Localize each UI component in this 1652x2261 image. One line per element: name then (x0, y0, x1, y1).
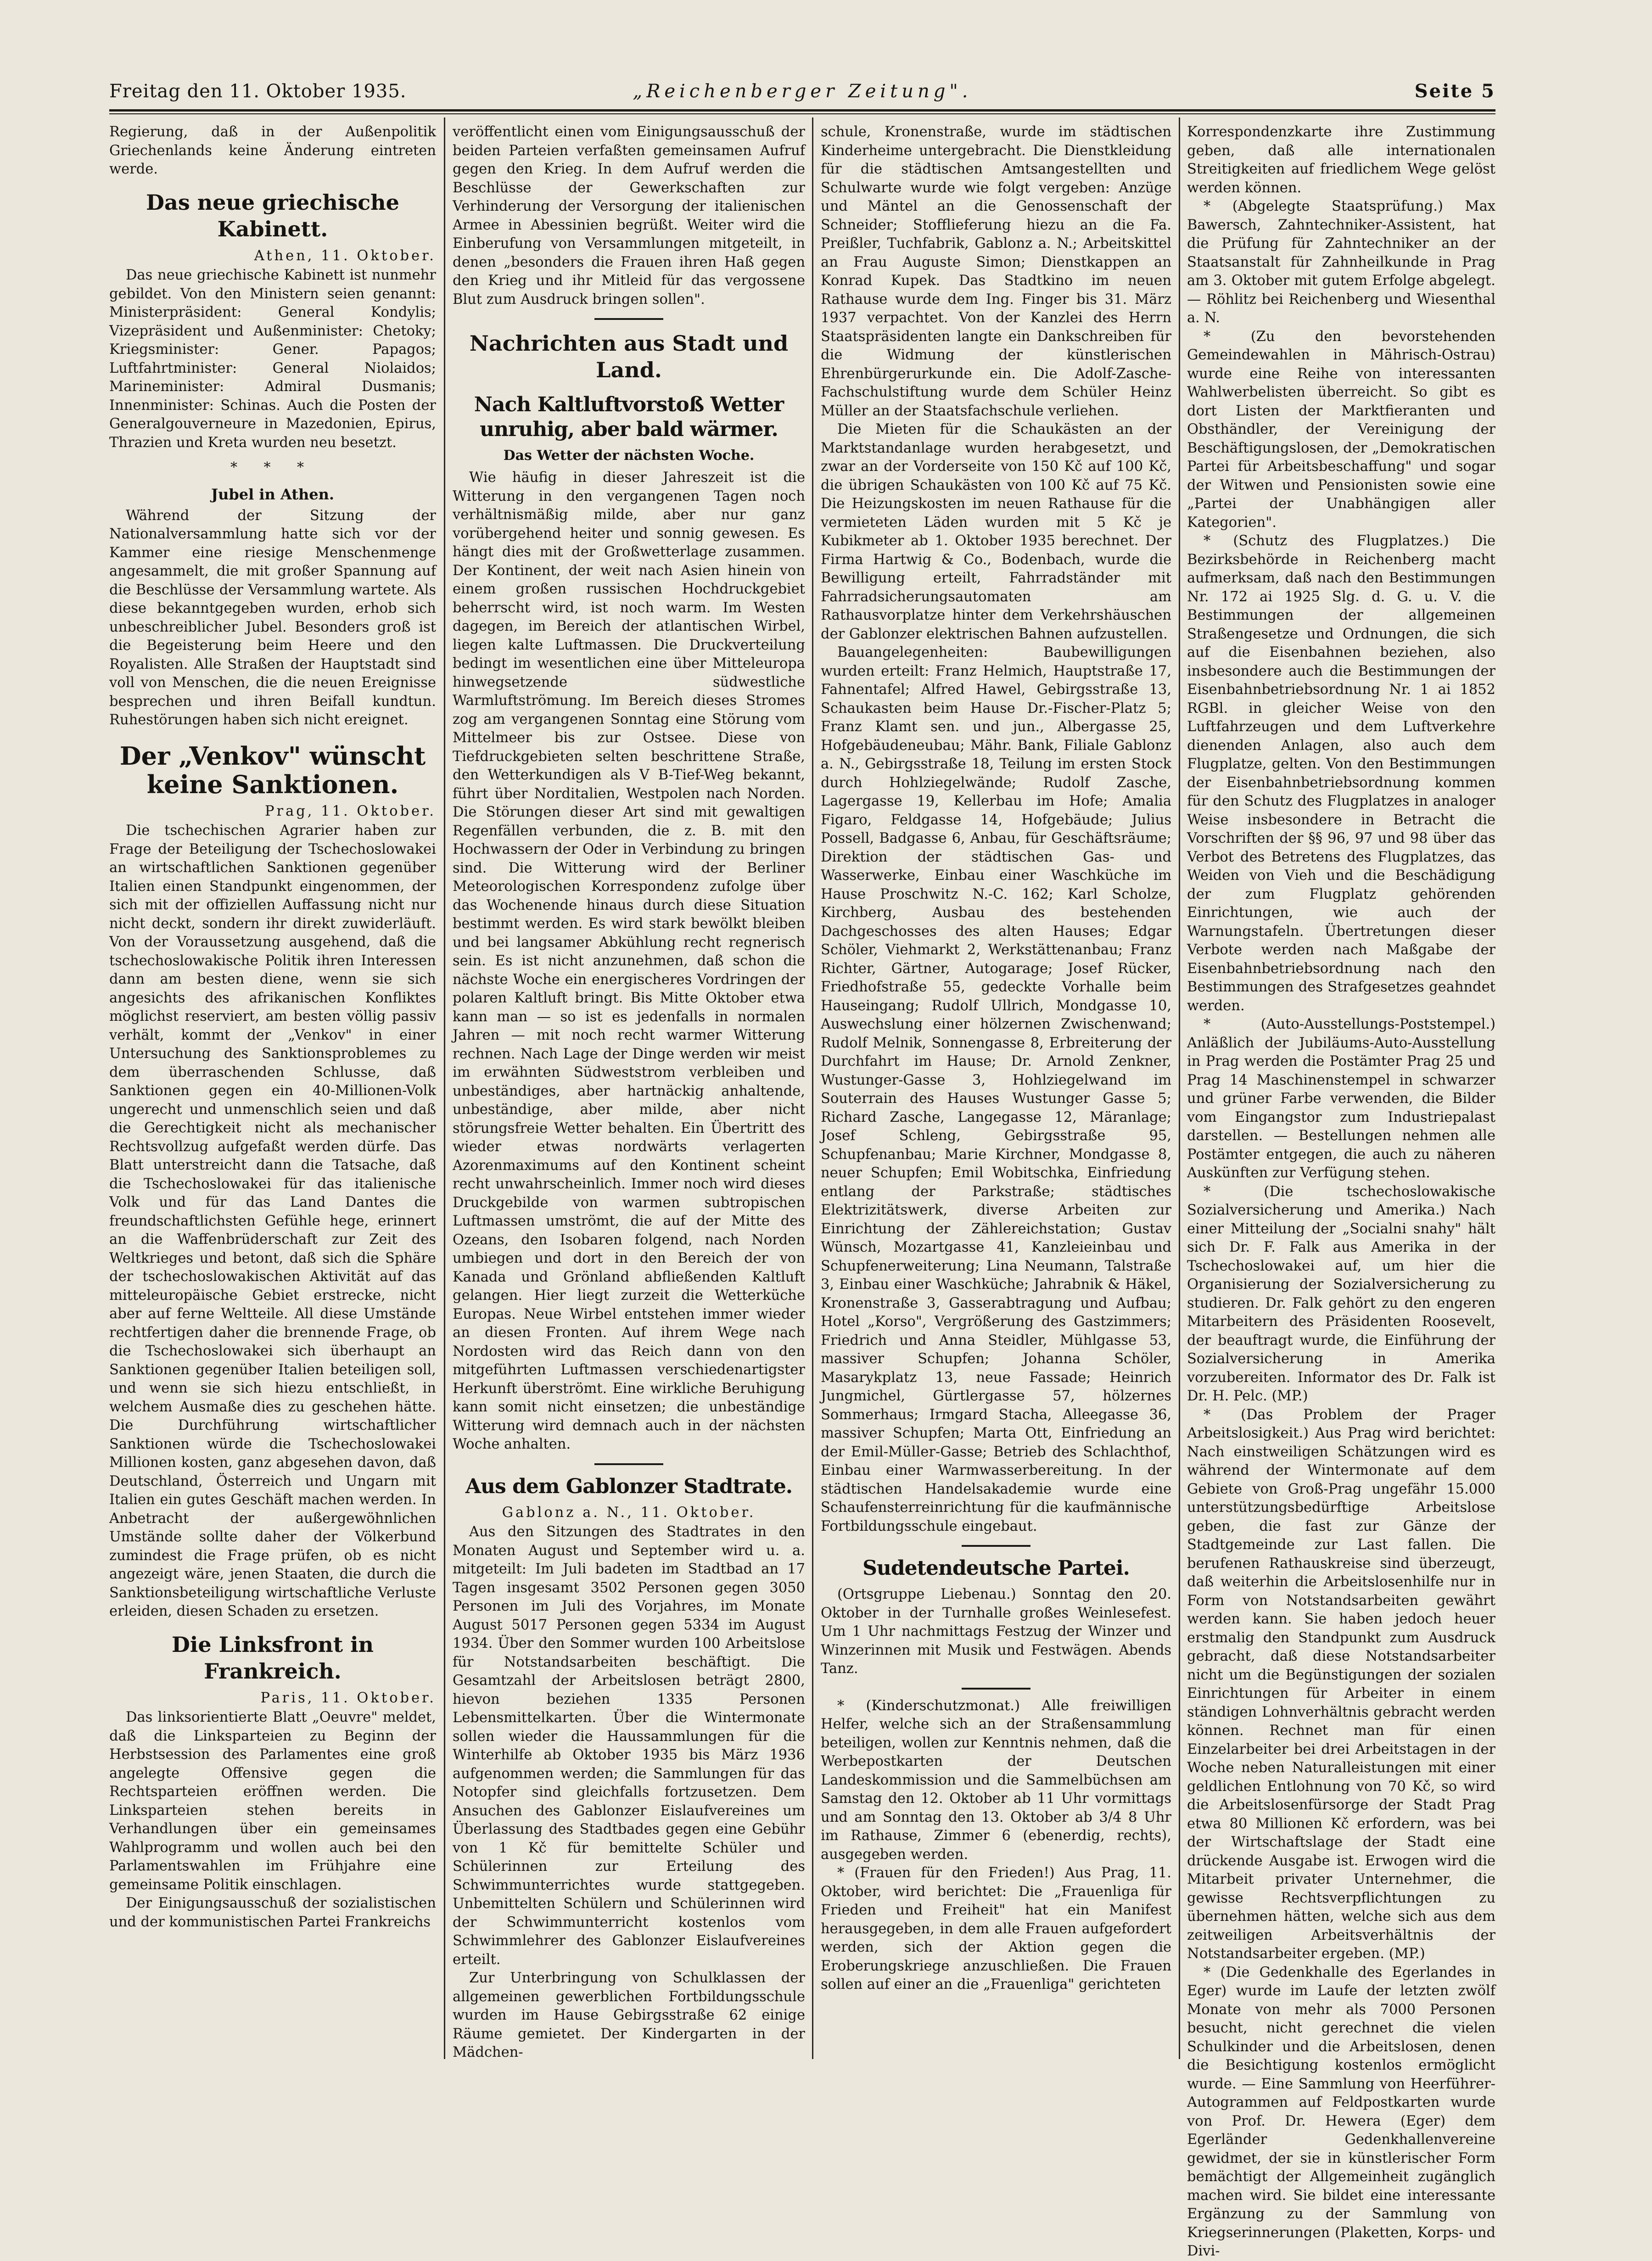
column-1 (109, 123, 436, 2060)
masthead (109, 77, 1495, 106)
article-text: Wie häufig in dieser Jahreszeit ist die Witterung in den vergangenen Tagen noch verhältnismäßig milde, aber nur ganz vorübergehend heiter und sonnig gewesen. Es hängt dies mit der Großwetterlage zusammen. Der Kontinent, der weit nach Asien hinein von einem großen russischen Hochdruckgebiet beherrscht wird, ist noch warm. Im Westen dagegen, im Bereich der atlantischen Wirbel, liegen kalte Luftmassen. Die Druckverteilung bedingt im wesentlichen eine über Mitteleuropa hinwegsetzende südwestliche Warmluftströmung. Im Bereich dieses Stromes zog am vergangenen Sonntag eine Störung vom Mittelmeer bis zur Ostsee. Diese von Tiefdruckgebieten selten beschrittene Straße, den Wetterkundigen als V B-Tief-Weg bekannt, führt über Norditalien, Westpolen nach Norden. Die Störungen dieser Art sind mit gewaltigen Regenfällen verbunden, die z. B. mit den Hochwassern der Oder in Verbindung zu bringen sind. Die Witterung wird der Berliner Meteorologischen Korrespondenz zufolge über das Wochenende hinaus durch diese Situation bestimmt werden. Es wird stark bewölkt bleiben und bei langsamer Abkühlung recht regnerisch sein. Es ist nicht anzunehmen, daß schon die nächste Woche ein energischeres Vordringen der polaren Kaltluft bringt. Bis Mitte Oktober etwa kann man — so ist es jedenfalls in normalen Jahren — mit noch recht warmer Witterung rechnen. Nach Lage der Dinge werden wir meist im erwähnten Südweststrom verbleiben und unbeständiges, aber hartnäckig anhaltende, unbeständige, aber milde, aber nicht störungsfreie Wetter behalten. Ein Übertritt des wieder etwas nordwärts verlagerten Azorenmaximums auf den Kontinent scheint recht unwahrscheinlich. Immer noch wird dieses Druckgebilde von warmen subtropischen Luftmassen umströmt, die auf der Mitte des Ozeans, den Isobaren folgend, nach Norden umbiegen und dort in den Bereich der von Kanada und Grönland abfließenden Kaltluft gelangen. Hier liegt zurzeit die Wetterküche Europas. Neue Wirbel entstehen immer wieder an diesen Fronten. Auf ihrem Wege nach Nordosten wird das Reich dann von den mitgeführten Luftmassen verschiedenartigster Herkunft überströmt. Eine wirkliche Beruhigung kann somit nicht einsetzen; die unbeständige Witterung wird demnach auch in der nächsten Woche anhalten. (453, 470, 805, 1452)
article-text: Aus den Sitzungen des Stadtrates in den Monaten August und September wird u. a. mitgeteilt: Im Juli badeten im Stadtbad an 17 Tagen insgesamt 3502 Personen gegen 3050 Personen im Juli des Vorjahres, im Monate August 5017 Personen gegen 5334 im August 1934. Über den Sommer wurden 100 Arbeitslose für Notstandsarbeiten beschäftigt. Die Gesamtzahl der Arbeitslosen beträgt 2800, hievon beziehen 1335 Personen Lebensmittelkarten. Über die Wintermonate sollen wieder die Haussammlungen für die Winterhilfe ab Oktober 1935 bis März 1936 aufgenommen werden; die Sammlungen für das Notopfer sind gleichfalls fortzusetzen. Dem Ansuchen des Gablonzer Eislaufvereines um Überlassung des Stadtbades gegen eine Gebühr von 1 Kč für bemittelte Schüler und Schülerinnen zur Erteilung des Schwimmunterrichtes wurde stattgegeben. Unbemittelten Schülern und Schülerinnen wird der Schwimmunterricht kostenlos vom Schwimmlehrer des Gablonzer Eislaufvereines erteilt. (453, 1524, 805, 1968)
column-2 (453, 123, 805, 2060)
article-text: * (Schutz des Flugplatzes.) Die Bezirksbehörde in Reichenberg macht aufmerksam, daß nach den Bestimmungen Nr. 172 ai 1925 Slg. d. G. u. V. die Bestimmungen der allgemeinen Straßengesetze und Ordnungen, die sich auf die Eisenbahnen beziehen, also insbesondere auch die Bestimmungen der Eisenbahnbetriebsordnung Nr. 1 ai 1852 RGBl. in gleicher Weise von den Luftfahrzeugen und dem Luftverkehre dienenden Anlagen, also auch dem Flugplatze, gelten. Von den Bestimmungen der Eisenbahnbetriebsordnung kommen für den Schutz des Flugplatzes in analoger Weise insbesondere in Betracht die Vorschriften der §§ 96, 97 und 98 über das Verbot des Betretens des Flugplatzes, das Weiden von Vieh und die Beschädigung der zum Flugplatz gehörenden Einrichtungen, wie auch der Warnungstafeln. Übertretungen dieser Verbote werden nach Maßgabe der Eisenbahnbetriebsordnung nach den Bestimmungen des Strafgesetzes geahndet werden. (1187, 533, 1495, 1014)
headline-sudetendeutsche-partei: Sudetendeutsche Partei. (862, 1556, 1130, 1580)
article-text: Das linksorientierte Blatt „Oeuvre" meldet, daß die Linksparteien zu Beginn der Herbstsession des Parlamentes eine groß angelegte Offensive gegen die Rechtsparteien eröffnen werden. Die Linksparteien stehen bereits in Verhandlungen über ein gemeinsames Wahlprogramm und wollen auch bei den Parlamentswahlen im Frühjahre eine gemeinsame Politik einschlagen. (109, 1709, 436, 1893)
article-text: (Ortsgruppe Liebenau.) Sonntag den 20. Oktober in der Turnhalle großes Weinlesefest. Um 1 Uhr nachmittags Festzug der Winzer und Winzerinnen mit Musik und Festwägen. Abends Tanz. (821, 1586, 1171, 1677)
divider-rule (962, 1545, 1030, 1547)
column-4 (1187, 123, 1495, 2259)
article-text: Der Einigungsausschuß der sozialistischen und der kommunistischen Partei Frankreichs (109, 1895, 436, 1930)
article-text: Zur Unterbringung von Schulklassen der allgemeinen gewerblichen Fortbildungsschule wurden im Hause Gebirgsstraße 62 einige Räume gemietet. Der Kindergarten in der Mädchen- (453, 1970, 805, 2060)
article-text: * (Die tschechoslowakische Sozialversicherung und Amerika.) Nach einer Mitteilung der „Socialni snahy" hält sich Dr. F. Falk aus Amerika in der Tschechoslowakei auf, um hier die Organisierung der Sozialversicherung zu studieren. Dr. Falk gehört zu den engeren Mitarbeitern des Präsidenten Roosevelt, der beauftragt wurde, die Einführung der Sozialversicherung in Amerika vorzubereiten. Informator des Dr. Falk ist Dr. H. Pelc. (MP.) (1187, 1183, 1495, 1404)
article-text: * (Abgelegte Staatsprüfung.) Max Bawersch, Zahntechniker-Assistent, hat die Prüfung für Zahntechniker an der Staatsanstalt für Zahnheilkunde in Prag am 3. Oktober mit gutem Erfolge abgelegt. — Röhlitz bei Reichenberg und Wiesenthal a. N. (1187, 198, 1495, 326)
masthead-rule (109, 109, 1495, 112)
article-text: * (Kinderschutzmonat.) Alle freiwilligen Helfer, welche sich an der Straßensammlung beteiligen, wollen zur Kenntnis nehmen, daß die Werbepostkarten der Deutschen Landeskommission und die Sammelbüchsen am Samstag den 12. Oktober ab 11 Uhr vormittags und am Sonntag den 13. Oktober ab 3/4 8 Uhr im Rathause, Zimmer 6 (ebenerdig, rechts), ausgegeben werden. (821, 1697, 1171, 1863)
divider-rule (594, 1463, 663, 1465)
dateline: Athen, 11. Oktober. (254, 247, 436, 264)
column-rule (812, 118, 813, 2059)
article-text: * (Auto-Ausstellungs-Poststempel.) Anläßlich der Jubiläums-Auto-Ausstellung in Prag werden die Postämter Prag 25 und Prag 14 Maschinenstempel in schwarzer und grüner Farbe verwenden, die Bilder vom Eingangstor zum Industriepalast darstellen. — Bestellungen nehmen alle Postämter entgegen, die auch zu näheren Auskünften zur Verfügung stehen. (1187, 1016, 1495, 1181)
column-3 (821, 123, 1171, 2060)
section-heading-stadt-land: Nachrichten aus Stadt und Land. (469, 331, 789, 382)
headline-venkov: Der „Venkov" wünscht keine Sanktionen. (119, 741, 426, 799)
article-text: Während der Sitzung der Nationalversammlung hatte sich vor der Kammer eine riesige Menschenmenge angesammelt, die mit großer Spannung auf die Beschlüsse der Versammlung wartete. Als diese bekanntgegeben wurden, erhob sich unbeschreiblicher Jubel. Besonders groß ist die Begeisterung beim Heere und den Royalisten. Alle Straßen der Hauptstadt sind voll von Menschen, die die neuen Ereignisse besprechen und ihren Beifall kundtun. Ruhestörungen haben sich nicht ereignet. (109, 507, 436, 728)
article-text: Korrespondenzkarte ihre Zustimmung geben, daß alle internationalen Streitigkeiten auf friedlichem Wege gelöst werden können. (1187, 124, 1495, 196)
divider-rule (962, 1688, 1030, 1690)
article-text: Bauangelegenheiten: Baubewilligungen wurden erteilt: Franz Helmich, Hauptstraße 17, Fahnentafel; Alfred Hawel, Gebirgsstraße 13, Schaukasten beim Hause Dr.-Fischer-Platz 5; Franz Klamt sen. und jun., Albergasse 25, Hofgebäudeneubau; Mähr. Bank, Filiale Gablonz a. N., Gebirgsstraße 18, Teilung im ersten Stock durch Hohlziegelwände; Rudolf Zasche, Lagergasse 19, Kellerbau im Hofe; Amalia Figaro, Feldgasse 14, Hofgebäude; Julius Possell, Badgasse 6, Anbau, für Geschäftsräume; Direktion der städtischen Gas- und Wasserwerke, Einbau einer Waschküche im Hause Proschwitz N.-C. 162; Karl Scholze, Kirchberg, Ausbau des bestehenden Dachgeschosses des alten Hauses; Edgar Schöler, Viehmarkt 2, Werkstättenanbau; Franz Richter, Gärtner, Autogarage; Josef Rücker, Friedhofstraße 55, gedeckte Vorhalle beim Hauseingang; Rudolf Ullrich, Mondgasse 10, Auswechslung einer hölzernen Zwischenwand; Rudolf Melnik, Sonnengasse 8, Erbreiterung der Durchfahrt im Hause; Dr. Arnold Zenkner, Wustunger-Gasse 3, Hohlziegelwand im Souterrain des Hauses Wustunger Gasse 5; Richard Zasche, Langegasse 12, Märanlage; Josef Schleng, Gebirgsstraße 95, Schupfenanbau; Marie Kirchner, Mondgasse 8, neuer Schupfen; Emil Wobitschka, Einfriedung entlang der Parkstraße; städtisches Elektrizitätswerk, diverse Arbeiten zur Einrichtung der Zählereichstation; Gustav Wünsch, Mozartgasse 41, Kanzleieinbau und Schupfenerweiterung; Lina Neumann, Talstraße 3, Einbau einer Waschküche; Jahrabnik & Häkel, Kronenstraße 3, Gasserabtragung und Aufbau; Hotel „Korso", Vergrößerung des Gastzimmers; Friedrich und Anna Steidler, Mühlgasse 53, massiver Schupfen; Johanna Schöler, Masarykplatz 13, neue Fassade; Heinrich Jungmichel, Gürtlergasse 57, hölzernes Sommerhaus; Irmgard Stacha, Alleegasse 36, massiver Schupfen; Marta Ott, Einfriedung an der Emil-Müller-Gasse; Betrieb des Schlachthof, Einbau einer Warmwasserbereitung. In der städtischen Handelsakademie wurde eine Schaufensterreinrichtung für die kaufmännische Fortbildungsschule eingebaut. (821, 644, 1171, 1534)
newspaper-title: „Reichenberger Zeitung". (633, 81, 972, 102)
article-text: Die tschechischen Agrarier haben zur Frage der Beteiligung der Tschechoslowakei an wirtschaftlichen Sanktionen gegenüber Italien einen Standpunkt eingenommen, der sich mit der offiziellen Auffassung nicht nur nicht deckt, sondern ihr direkt zuwiderläuft. Von der Voraussetzung ausgehend, daß die tschechoslowakische Politik ihren Interessen dann am besten diene, wenn sie sich angesichts des afrikanischen Konfliktes möglichst reserviert, am besten völlig passiv verhält, kommt der „Venkov" in einer Untersuchung des Sanktionsproblemes zu dem überraschenden Schlusse, daß Sanktionen gegen ein 40-Millionen-Volk ungerecht und unmenschlich seien und daß die Gerechtigkeit nicht als mechanischer Rechtsvollzug aufgefaßt werden dürfe. Das Blatt unterstreicht dann die Tatsache, daß die Tschechoslowakei für das italienische Volk und für das Land Dantes die freundschaftlichsten Gefühle hege, erinnert an die Waffenbrüderschaft zur Zeit des Weltkrieges und betont, daß sich die Sphäre der tschechoslowakischen Aktivität auf das mitteleuropäische Gebiet erstrecke, nicht aber auf ferne Weltteile. All diese Umstände rechtfertigen daher die brennende Frage, ob die Tschechoslowakei sich überhaupt an Sanktionen gegenüber Italien beteiligen soll, und wenn sie sich hiezu entschließt, in welchem Ausmaße dies zu geschehen hätte. Die Durchführung wirtschaftlicher Sanktionen würde die Tschechoslowakei Millionen kosten, ganz abgesehen davon, daß Deutschland, Österreich und Ungarn mit Italien ein gutes Geschäft machen werden. In Anbetracht der außergewöhnlichen Umstände sollte daher der Völkerbund zumindest die Frage prüfen, ob es nicht angezeigt wäre, jenen Staaten, die durch die Sanktionsbeteiligung wirtschaftliche Verluste erleiden, diesen Schaden zu ersetzen. (109, 823, 436, 1619)
headline-weather: Nach Kaltluftvorstoß Wetter unruhig, aber bald wärmer. (474, 393, 784, 441)
column-rule (444, 118, 445, 2059)
column-rule (1179, 118, 1180, 2059)
dateline: Gablonz a. N., 11. Oktober. (502, 1504, 756, 1521)
masthead-rule-thin (109, 113, 1495, 114)
page-number: Seite 5 (1414, 80, 1495, 102)
article-text: * (Die Gedenkhalle des Egerlandes in Eger) wurde im Laufe der letzten zwölf Monate von mehr als 7000 Personen besucht, nicht gerechnet die vielen Schulkinder und die Arbeitslosen, denen die Besichtigung kostenlos ermöglicht wurde. — Eine Sammlung von Heerführer-Autogrammen auf Feldpostkarten wurde von Prof. Dr. Hewera (Eger) dem Egerländer Gedenkhallenvereine gewidmet, der sie in künstlerischer Form bemächtigt der Allgemeinheit zugänglich machen wird. Sie bildet eine interessante Ergänzung zu der Sammlung von Kriegserinnerungen (Plaketten, Korps- und Divi- (1187, 1964, 1495, 2259)
headline-jubel-athen: Jubel in Athen. (211, 485, 335, 503)
article-text: veröffentlicht einen vom Einigungsausschuß der beiden Parteien verfaßten gemeinsamen Aufruf gegen den Krieg. In dem Aufruf werden die Beschlüsse der Gewerkschaften zur Verhinderung der Versorgung der italienischen Armee in Abessinien begrüßt. Weiter wird die Einberufung von Versammlungen mitgeteilt, in denen „besonders die Frauen ihren Haß gegen den Krieg und ihr Mitleid für das vergossene Blut zum Ausdruck bringen sollen". (453, 124, 805, 308)
article-text: Die Mieten für die Schaukästen an der Marktstandanlage wurden herabgesetzt, und zwar an der Vorderseite von 150 Kč auf 100 Kč, die übrigen Schaukästen von 100 Kč auf 75 Kč. Die Heizungskosten im neuen Rathause für die vermieteten Läden wurden mit 5 Kč je Kubikmeter ab 1. Oktober 1935 berechnet. Der Firma Hartwig & Co., Bodenbach, wurde die Bewilligung erteilt, Fahrradständer mit Fahrradsicherungsautomaten am Rathausvorplatze hinter dem Verkehrshäuschen der Gablonzer elektrischen Bahnen aufzustellen. (821, 421, 1171, 642)
subheadline-weather: Das Wetter der nächsten Woche. (503, 448, 755, 464)
dateline: Prag, 11. Oktober. (264, 803, 436, 819)
article-text: * (Das Problem der Prager Arbeitslosigkeit.) Aus Prag wird berichtet: Nach einstweiligen Schätzungen wird es während der Wintermonate auf dem Gebiete von Groß-Prag ungefähr 15.000 unterstützungsbedürftige Arbeitslose geben, die fast zur Gänze der Stadtgemeinde zur Last fallen. Die berufenen Rathauskreise sind überzeugt, daß weiterhin die Arbeitslosenhilfe nur in Form von Notstandsarbeiten gewährt werden kann. Sie haben jedoch heuer erstmalig den Standpunkt zum Ausdruck gebracht, daß diese Notstandsarbeiter nicht um die Begünstigungen der sozialen Einrichtungen für Arbeiter in einem ständigen Lohnverhältnis gebracht werden können. Rechnet man für einen Einzelarbeiter bei drei Arbeitstagen in der Woche neben Naturalleistungen mit einer geldlichen Entlohnung von 70 Kč, so wird die Arbeitslosenfürsorge der Stadt Prag etwa 80 Millionen Kč erfordern, was bei der Wirtschaftslage der Stadt eine drückende Ausgabe ist. Erwogen wird die Mitarbeit privater Unternehmer, die gewisse Rechtsverpflichtungen zu übernehmen hätten, welche sich aus dem zeitweiligen Arbeitsverhältnis der Notstandsarbeiter ergeben. (MP.) (1187, 1406, 1495, 1962)
headline-linksfront: Die Linksfront in Frankreich. (171, 1632, 374, 1684)
article-text: * (Zu den bevorstehenden Gemeindewahlen in Mährisch-Ostrau) wurde eine Reihe von interessanten Wahlwerbelisten überreicht. So gibt es dort Listen der Marktfieranten und Obsthändler, der Vereinigung der Beschäftigungslosen, der „Demokratischen Partei für Arbeitsbeschaffung" und sogar der Witwen und Pensionisten sowie eine „Partei der Unabhängigen aller Kategorien". (1187, 328, 1495, 531)
headline-greek-cabinet: Das neue griechische Kabinett. (146, 190, 399, 241)
article-text: Das neue griechische Kabinett ist nunmehr gebildet. Von den Ministern seien genannt: Ministerpräsident: General Kondylis; Vizepräsident und Außenminister: Chetoky; Kriegsminister: Gener. Papagos; Luftfahrtminister: General Niolaidos; Marineminister: Admiral Dusmanis; Innenminister: Schinas. Auch die Posten der Generalgouverneure in Mazedonien, Epirus, Thrazien und Kreta wurden neu besetzt. (109, 267, 436, 451)
article-text: schule, Kronenstraße, wurde im städtischen Kinderheime untergebracht. Die Dienstkleidung für die städtischen Amtsangestellten und Schulwarte wurde wie folgt vergeben: Anzüge und Mäntel an die Genossenschaft der Schneider; Stofflieferung hiezu an die Fa. Preißler, Tuchfabrik, Gablonz a. N.; Arbeitskittel an Frau Auguste Simon; Dienstkappen an Konrad Kupek. Das Stadtkino im neuen Rathause wurde dem Ing. Finger bis 31. März 1937 verpachtet. Von der Kanzlei des Herrn Staatspräsidenten langte ein Dankschreiben für die Widmung der künstlerischen Ehrenbürgerurkunde ein. Die Adolf-Zasche-Fachschulstiftung wurde dem Schüler Heinz Müller an der Staatsfachschule verliehen. (821, 124, 1171, 419)
article-text: * (Frauen für den Frieden!) Aus Prag, 11. Oktober, wird berichtet: Die „Frauenliga für Frieden und Freiheit" hat ein Manifest herausgegeben, in dem alle Frauen aufgefordert werden, sich der Aktion gegen die Eroberungskriege anzuschließen. Die Frauen sollen auf einer an die „Frauenliga" gerichteten (821, 1865, 1171, 1992)
issue-date: Freitag den 11. Oktober 1935. (109, 81, 407, 102)
dateline: Paris, 11. Oktober. (260, 1690, 436, 1706)
section-divider: * * * (230, 459, 315, 476)
headline-gablonz-council: Aus dem Gablonzer Stadtrate. (465, 1474, 793, 1498)
divider-rule (594, 318, 663, 320)
article-text: Regierung, daß in der Außenpolitik Griechenlands keine Änderung eintreten werde. (109, 124, 436, 177)
